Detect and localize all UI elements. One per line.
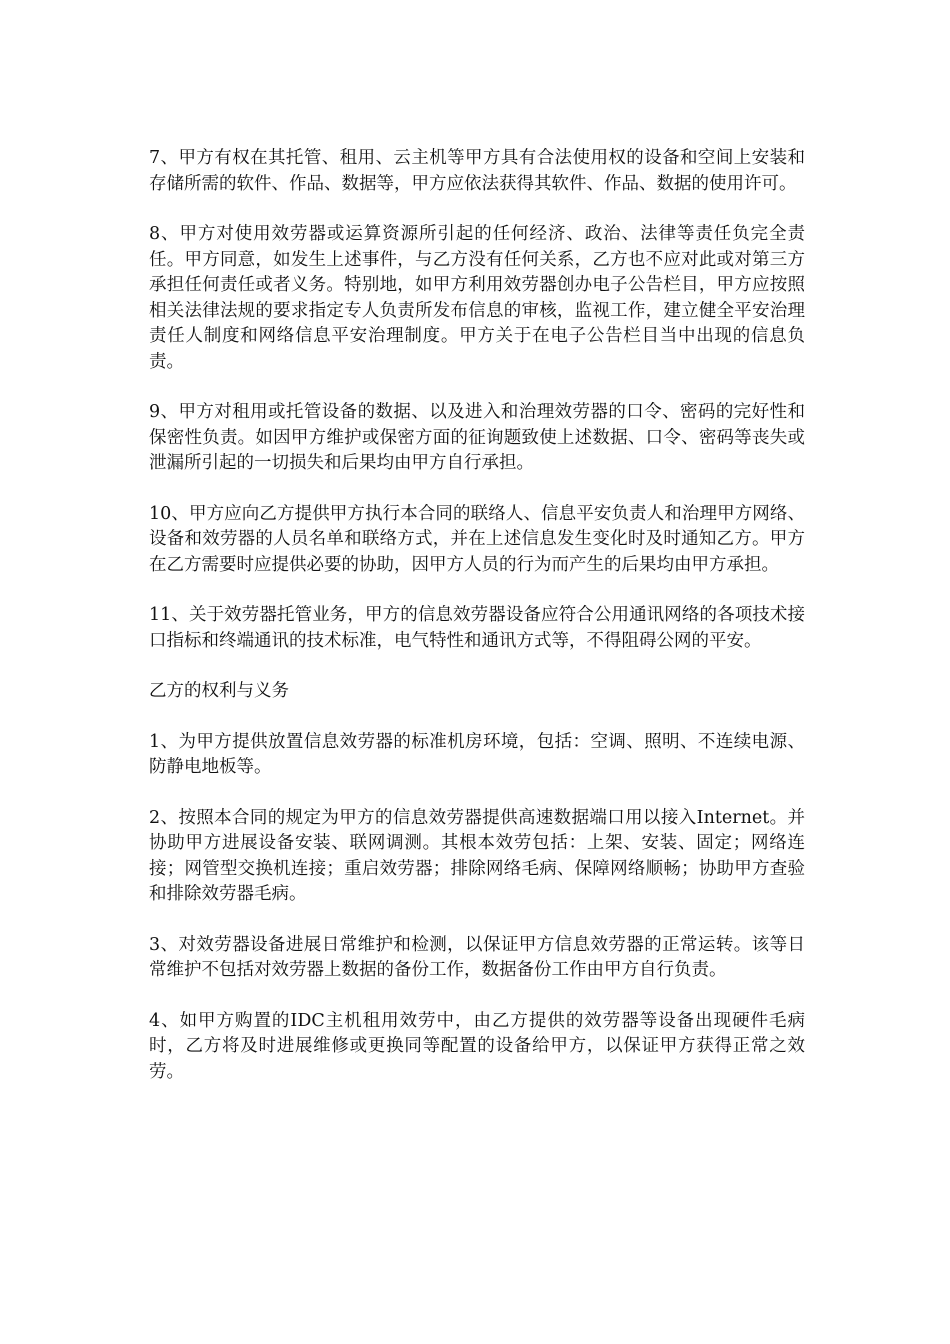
list-item-3: 3、对效劳器设备进展日常维护和检测，以保证甲方信息效劳器的正常运转。该等日常维护不包括对效劳器上数据的备份工作，数据备份工作由甲方自行负责。 bbox=[149, 934, 805, 980]
list-item-4: 4、如甲方购置的IDC主机租用效劳中，由乙方提供的效劳器等设备出现硬件毛病时，乙方将及时进展维修或更换同等配置的设备给甲方，以保证甲方获得正常之效劳。 bbox=[149, 1010, 805, 1082]
paragraph-8: 8、甲方对使用效劳器或运算资源所引起的任何经济、政治、法律等责任负完全责任。甲方同意，如发生上述事件，与乙方没有任何关系，乙方也不应对此或对第三方承担任何责任或者义务。特别地，如甲方利用效劳器创办电子公告栏目，甲方应按照相关法律法规的要求指定专人负责所发布信息的审核，监视工作，建立健全平安治理责任人制度和网络信息平安治理制度。甲方关于在电子公告栏目当中出现的信息负责。 bbox=[149, 224, 805, 372]
paragraph-7: 7、甲方有权在其托管、租用、云主机等甲方具有合法使用权的设备和空间上安装和存储所需的软件、作品、数据等，甲方应依法获得其软件、作品、数据的使用许可。 bbox=[149, 148, 805, 194]
section-heading: 乙方的权利与义务 bbox=[149, 681, 289, 701]
document-page bbox=[149, 146, 805, 1110]
paragraph-10: 10、甲方应向乙方提供甲方执行本合同的联络人、信息平安负责人和治理甲方网络、设备和效劳器的人员名单和联络方式，并在上述信息发生变化时及时通知乙方。甲方在乙方需要时应提供必要的协助，因甲方人员的行为而产生的后果均由甲方承担。 bbox=[149, 503, 805, 575]
list-item-1: 1、为甲方提供放置信息效劳器的标准机房环境，包括：空调、照明、不连续电源、防静电地板等。 bbox=[149, 731, 805, 777]
list-item-2: 2、按照本合同的规定为甲方的信息效劳器提供高速数据端口用以接入Internet。并协助甲方进展设备安装、联网调测。其根本效劳包括：上架、安装、固定；网络连接；网管型交换机连接；重启效劳器；排除网络毛病、保障网络顺畅；协助甲方查验和排除效劳器毛病。 bbox=[149, 807, 805, 904]
paragraph-9: 9、甲方对租用或托管设备的数据、以及进入和治理效劳器的口令、密码的完好性和保密性负责。如因甲方维护或保密方面的征询题致使上述数据、口令、密码等丧失或泄漏所引起的一切损失和后果均由甲方自行承担。 bbox=[149, 402, 805, 473]
paragraph-11: 11、关于效劳器托管业务，甲方的信息效劳器设备应符合公用通讯网络的各项技术接口指标和终端通讯的技术标准，电气特性和通讯方式等，不得阻碍公网的平安。 bbox=[149, 605, 805, 651]
